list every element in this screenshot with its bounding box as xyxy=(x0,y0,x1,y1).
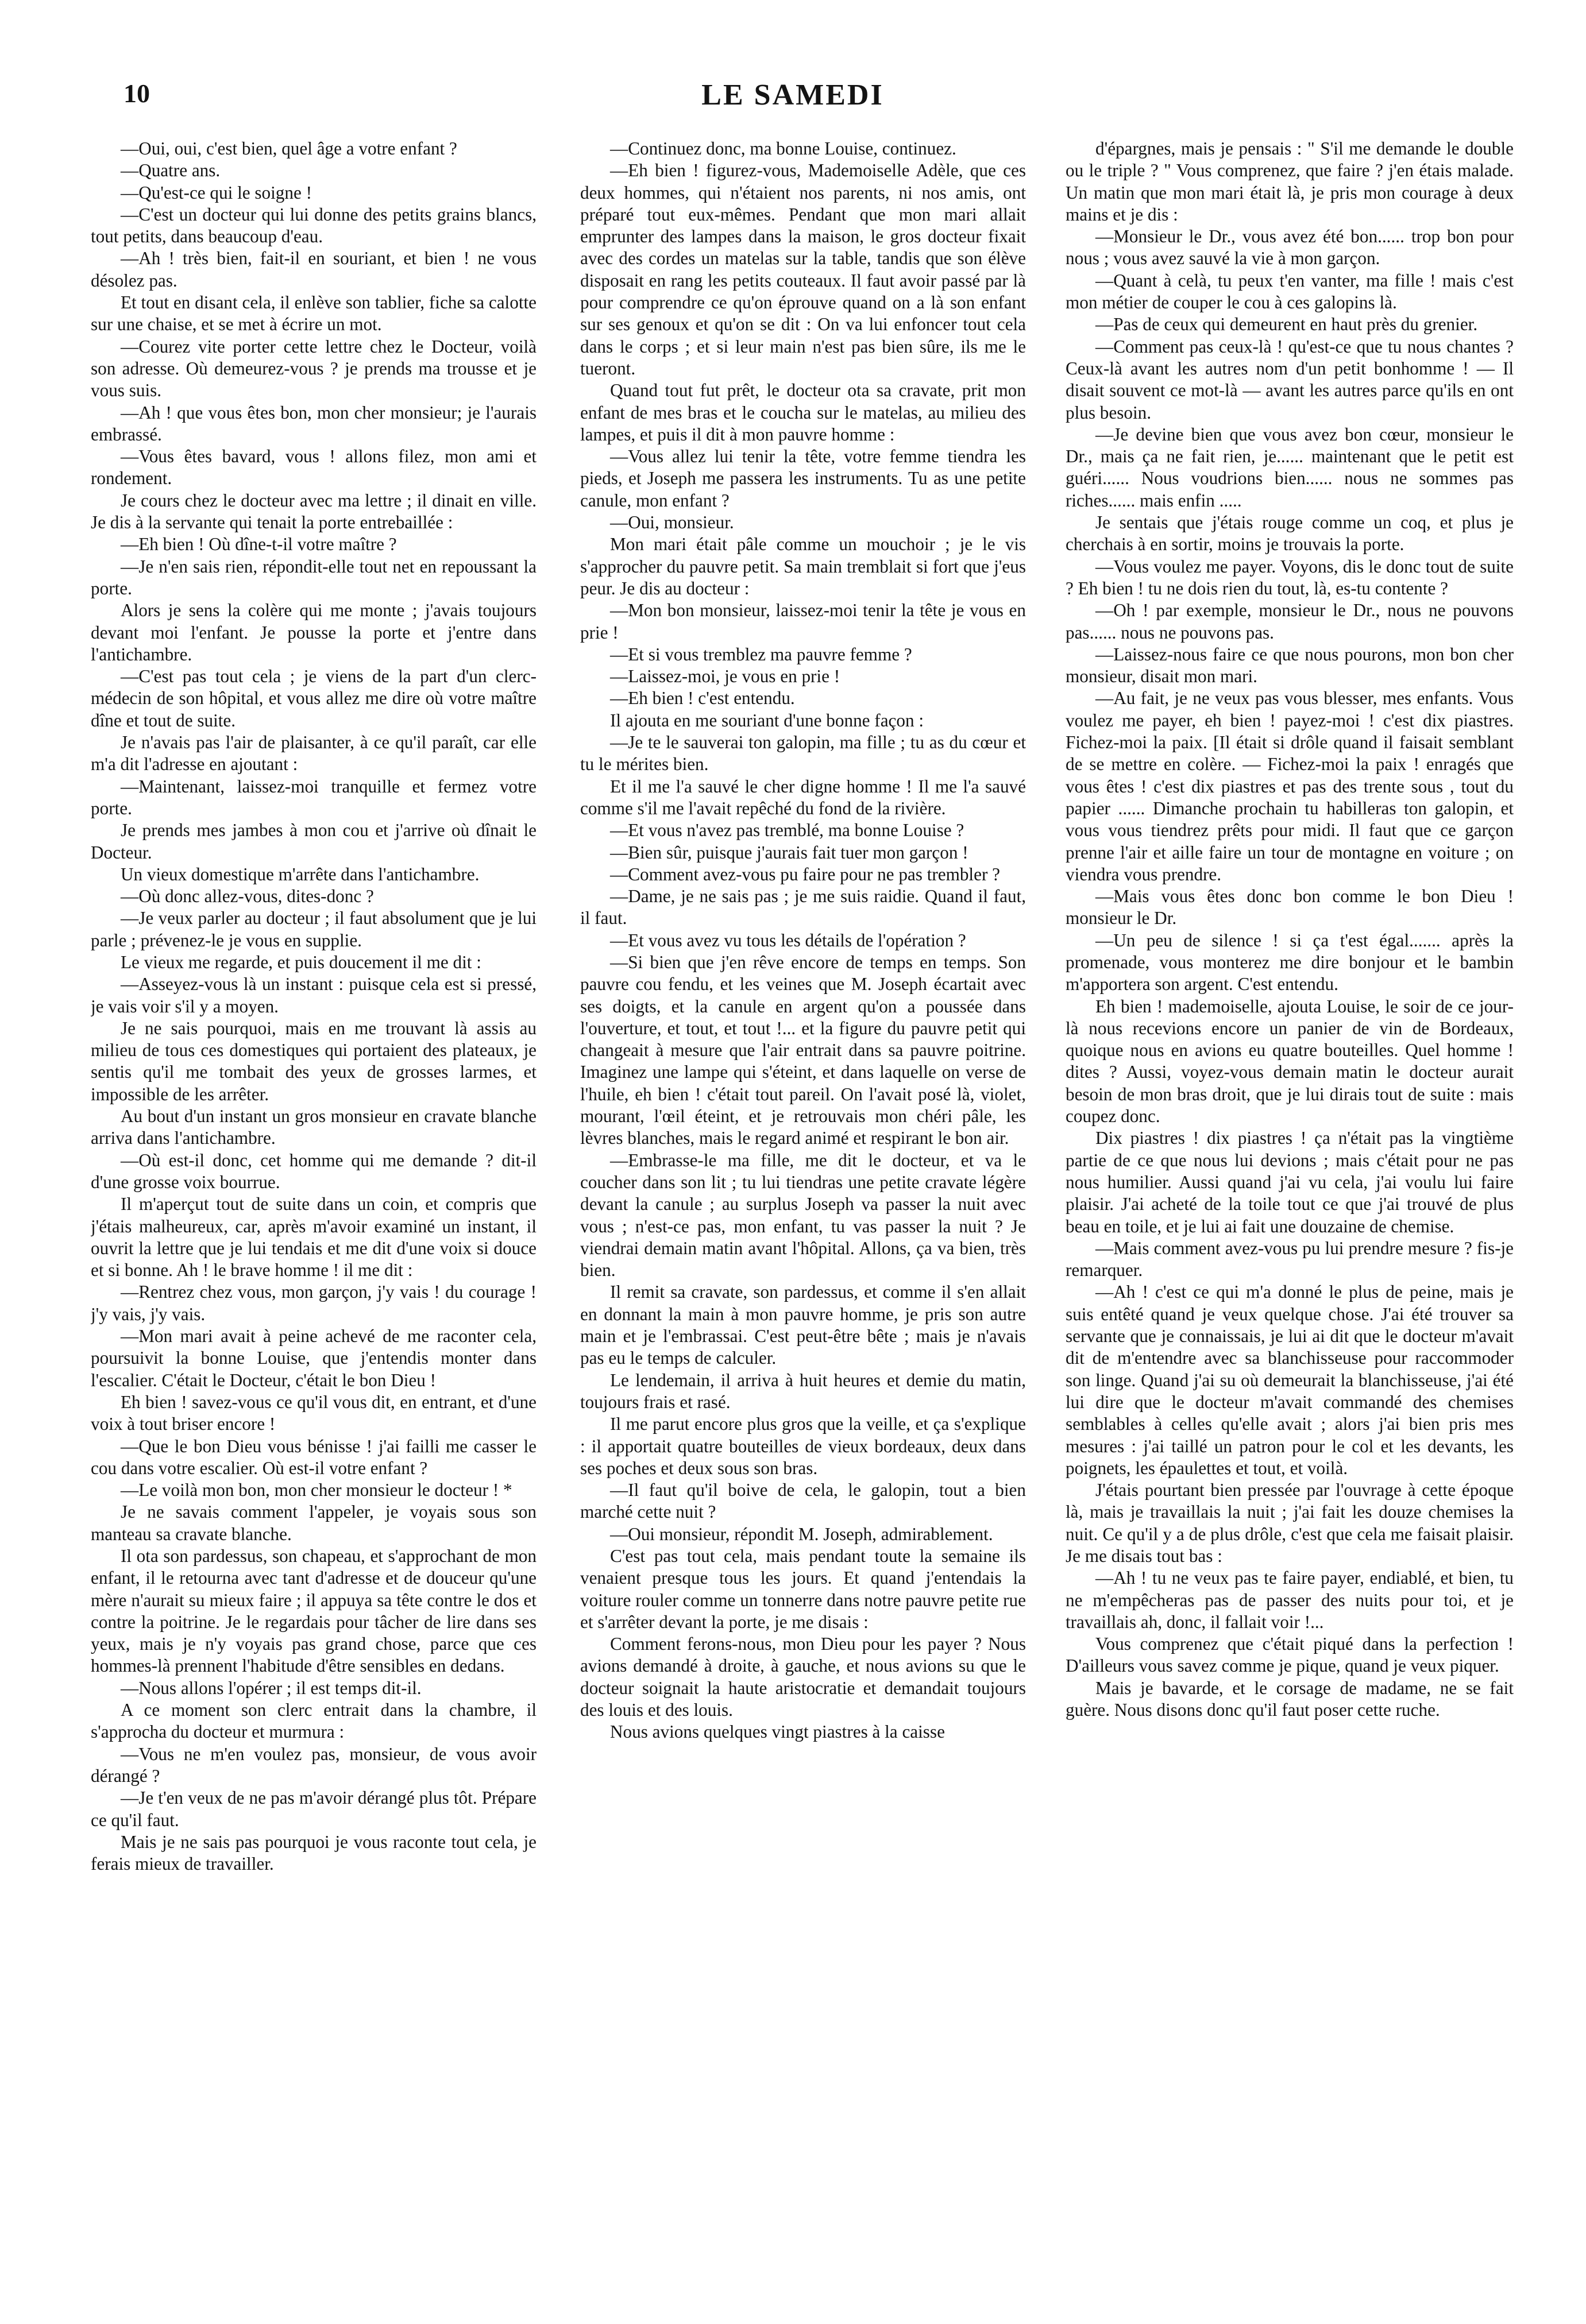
paragraph: Eh bien ! savez-vous ce qu'il vous dit, en entrant, et d'une voix à tout briser encore ! xyxy=(91,1391,537,1434)
journal-title: LE SAMEDI xyxy=(701,79,884,111)
paragraph: —Oui, monsieur. xyxy=(610,512,734,533)
paragraph: —Et vous n'avez pas tremblé, ma bonne Louise ? xyxy=(610,820,964,841)
paragraph: J'étais pourtant bien pressée par l'ouvrage à cette époque là, mais je travaillais la nuit ; j'ai fait les douze chemises la nuit. Ce qu'il y a de plus drôle, c'est que cela me faisait plaisir. Je me disais tout bas : xyxy=(1066,1480,1514,1566)
paragraph: —Où donc allez-vous, dites-donc ? xyxy=(121,886,374,907)
paragraph: —Oh ! par exemple, monsieur le Dr., nous ne pouvons pas...... nous ne pouvons pas. xyxy=(1066,600,1514,643)
paragraph: —Il faut qu'il boive de cela, le galopin, tout a bien marché cette nuit ? xyxy=(580,1480,1026,1522)
paragraph: —Que le bon Dieu vous bénisse ! j'ai failli me casser le cou dans votre escalier. Où est-il votre enfant ? xyxy=(91,1436,537,1478)
paragraph: Il remit sa cravate, son pardessus, et comme il s'en allait en donnant la main à mon pauvre homme, je pris son autre main et je l'embrassai. C'est peut-être bête ; mais je n'avais pas eu le temps de calculer. xyxy=(580,1282,1026,1368)
paragraph: Le lendemain, il arriva à huit heures et demie du matin, toujours frais et rasé. xyxy=(580,1370,1026,1412)
paragraph: —Pas de ceux qui demeurent en haut près du grenier. xyxy=(1095,314,1478,335)
paragraph: —Nous allons l'opérer ; il est temps dit-il. xyxy=(121,1677,422,1698)
paragraph: —C'est un docteur qui lui donne des petits grains blancs, tout petits, dans beaucoup d'eau. xyxy=(91,204,537,247)
paragraph: Dix piastres ! dix piastres ! ça n'était pas la vingtième partie de ce que nous lui devions ; mais c'était pour ne pas nous humilier. Aussi quand j'ai vu cela, j'ai voulu lui faire plaisir. J'ai acheté de la toile tout ce que j'ai trouvé de plus beau en toile, et je lui ai fait une douzaine de chemise. xyxy=(1066,1128,1514,1236)
paragraph: —Et vous avez vu tous les détails de l'opération ? xyxy=(610,930,966,950)
paragraph: Je cours chez le docteur avec ma lettre ; il dinait en ville. Je dis à la servante qui tenait la porte entrebaillée : xyxy=(91,490,537,533)
paragraph: Nous avions quelques vingt piastres à la caisse xyxy=(610,1722,945,1742)
paragraph: —Laissez-nous faire ce que nous pourons, mon bon cher monsieur, disait mon mari. xyxy=(1066,644,1514,687)
paragraph: —Ah ! que vous êtes bon, mon cher monsieur; je l'aurais embrassé. xyxy=(91,402,537,444)
paragraph: Je ne savais comment l'appeler, je voyais sous son manteau sa cravate blanche. xyxy=(91,1502,537,1544)
paragraph: Alors je sens la colère qui me monte ; j'avais toujours devant moi l'enfant. Je pousse la porte et j'entre dans l'antichambre. xyxy=(91,600,537,664)
paragraph: Je n'avais pas l'air de plaisanter, à ce qu'il paraît, car elle m'a dit l'adresse en ajoutant : xyxy=(91,732,537,775)
paragraph: Eh bien ! mademoiselle, ajouta Louise, le soir de ce jour-là nous recevions encore un panier de vin de Bordeaux, quoique nous en avions eu quatre bouteilles. Quel homme ! dites ? Aussi, voyez-vous demain matin le docteur aurait besoin de mon bras droit, que je lui dirais tout de suite : mais coupez donc. xyxy=(1066,996,1514,1127)
paragraph: —Vous ne m'en voulez pas, monsieur, de vous avoir dérangé ? xyxy=(91,1743,537,1786)
paragraph: —Embrasse-le ma fille, me dit le docteur, et va le coucher dans son lit ; tu lui tiendras une petite cravate légère devant la canule ; au surplus Joseph va passer la nuit avec vous ; n'est-ce pas, mon enfant, tu vas passer la nuit ? Je viendrai demain matin avant l'hôpital. Allons, ça va bien, très bien. xyxy=(580,1150,1026,1281)
paragraph: Et il me l'a sauvé le cher digne homme ! Il me l'a sauvé comme s'il me l'avait repêché du fond de la rivière. xyxy=(580,776,1026,818)
paragraph: —Mais vous êtes donc bon comme le bon Dieu ! monsieur le Dr. xyxy=(1066,886,1514,929)
paragraph: —Oui, oui, c'est bien, quel âge a votre enfant ? xyxy=(121,138,457,158)
paragraph: Le vieux me regarde, et puis doucement il me dit : xyxy=(121,952,481,972)
paragraph: Au bout d'un instant un gros monsieur en cravate blanche arriva dans l'antichambre. xyxy=(91,1106,537,1149)
paragraph: —Et si vous tremblez ma pauvre femme ? xyxy=(610,644,912,664)
paragraph: Je ne sais pourquoi, mais en me trouvant là assis au milieu de tous ces domestiques qui portaient des plateaux, je sentis qu'il me tombait des yeux de grosses larmes, et impossible de les arrêter. xyxy=(91,1018,537,1104)
paragraph: —Comment pas ceux-là ! qu'est-ce que tu nous chantes ? Ceux-là avant les autres nom d'un petit bonhomme ! — Il disait souvent ce mot-là — avant les autres parce qu'ils en ont plus besoin. xyxy=(1066,336,1514,423)
paragraph: —Qu'est-ce qui le soigne ! xyxy=(121,182,312,203)
paragraph: Mon mari était pâle comme un mouchoir ; je le vis s'approcher du pauvre petit. Sa main tremblait si fort que j'eus peur. Je dis au docteur : xyxy=(580,534,1026,598)
paragraph: —Rentrez chez vous, mon garçon, j'y vais ! du courage ! j'y vais, j'y vais. xyxy=(91,1282,537,1324)
paragraph: —Laissez-moi, je vous en prie ! xyxy=(610,666,840,687)
paragraph: Il ota son pardessus, son chapeau, et s'approchant de mon enfant, il le retourna avec tant d'adresse et de douceur qu'une mère n'aurait su mieux faire ; il appuya sa tête contre le dos et contre la poitrine. Je le regardais pour tâcher de lire dans ses yeux, mais je n'y voyais pas grand chose, parce que ces hommes-là prennent l'habitude d'être sensibles en dedans. xyxy=(91,1546,537,1676)
text-column-3 xyxy=(1066,138,1514,2274)
paragraph: Il ajouta en me souriant d'une bonne façon : xyxy=(610,710,924,730)
paragraph: C'est pas tout cela, mais pendant toute la semaine ils venaient presque tous les jours. Et quand j'entendais la voiture rouler comme un tonnerre dans notre pauvre petite rue et s'arrêter devant la porte, je me disais : xyxy=(580,1546,1026,1632)
paragraph: —Vous allez lui tenir la tête, votre femme tiendra les pieds, et Joseph me passera les instruments. Tu as une petite canule, mon enfant ? xyxy=(580,446,1026,511)
paragraph: —Vous êtes bavard, vous ! allons filez, mon ami et rondement. xyxy=(91,446,537,489)
page-number: 10 xyxy=(124,79,150,108)
paragraph: Mais je ne sais pas pourquoi je vous raconte tout cela, je ferais mieux de travailler. xyxy=(91,1831,537,1874)
paragraph: Un vieux domestique m'arrête dans l'antichambre. xyxy=(121,864,480,884)
paragraph: Comment ferons-nous, mon Dieu pour les payer ? Nous avions demandé à droite, à gauche, et nous avions su que le docteur soignait la haute aristocratie et demandait toujours des louis et des louis. xyxy=(580,1634,1026,1720)
paragraph: Je prends mes jambes à mon cou et j'arrive où dînait le Docteur. xyxy=(91,820,537,863)
paragraph: —Vous voulez me payer. Voyons, dis le donc tout de suite ? Eh bien ! tu ne dois rien du tout, là, es-tu contente ? xyxy=(1066,556,1514,598)
paragraph: d'épargnes, mais je pensais : " S'il me demande le double ou le triple ? " Vous comprenez, que faire ? j'en étais malade. Un matin que mon mari était là, je pris mon courage à deux mains et je dis : xyxy=(1066,138,1514,225)
paragraph: Je sentais que j'étais rouge comme un coq, et plus je cherchais à en sortir, moins je trouvais la porte. xyxy=(1066,512,1514,555)
paragraph: —Eh bien ! figurez-vous, Mademoiselle Adèle, que ces deux hommes, qui n'étaient nos parents, ni nos amis, ont préparé tout eux-mêmes. Pendant que mon mari allait emprunter des lampes dans la maison, le gros docteur fixait avec des cordes un matelas sur la table, tandis que son élève disposait en rang les petits couteaux. Il faut avoir passé par là pour comprendre ce qu'on éprouve quand on a là son enfant sur ses genoux et qu'on se dit : On va lui enfoncer tout cela dans le corps ; et si leur main n'est pas bien sûre, ils me le tueront. xyxy=(580,160,1026,378)
paragraph: —Oui monsieur, répondit M. Joseph, admirablement. xyxy=(610,1523,993,1544)
paragraph: —Asseyez-vous là un instant : puisque cela est si pressé, je vais voir s'il y a moyen. xyxy=(91,974,537,1016)
paragraph: —Quatre ans. xyxy=(121,160,221,181)
paragraph: —Je t'en veux de ne pas m'avoir dérangé plus tôt. Prépare ce qu'il faut. xyxy=(91,1788,537,1830)
paragraph: —C'est pas tout cela ; je viens de la part d'un clerc-médecin de son hôpital, et vous allez me dire où votre maître dîne et tout de suite. xyxy=(91,666,537,730)
page-header xyxy=(124,78,1462,118)
paragraph: —Mon bon monsieur, laissez-moi tenir la tête je vous en prie ! xyxy=(580,600,1026,643)
paragraph: —Un peu de silence ! si ça t'est égal....... après la promenade, vous monterez me dire bonjour et le bambin m'apportera son argent. C'est entendu. xyxy=(1066,930,1514,995)
paragraph: —Je n'en sais rien, répondit-elle tout net en repoussant la porte. xyxy=(91,556,537,598)
paragraph: —Si bien que j'en rêve encore de temps en temps. Son pauvre cou fendu, et les veines que M. Joseph écartait avec ses doigts, et la canule en argent qu'on a poussée dans l'ouverture, et tout, et tout !... et la figure du pauvre petit qui changeait à mesure que l'air entrait dans sa pauvre poitrine. Imaginez une lampe qui s'éteint, et dans laquelle on verse de l'huile, eh bien ! c'était tout pareil. On l'avait posé là, violet, mourant, l'œil éteint, et je retrouvais mon chéri pâle, les lèvres blanches, mais le regard animé et respirant le bon air. xyxy=(580,952,1026,1149)
paragraph: Il me parut encore plus gros que la veille, et ça s'explique : il apportait quatre bouteilles de vieux bordeaux, deux dans ses poches et deux sous son bras. xyxy=(580,1414,1026,1478)
paragraph: —Quant à celà, tu peux t'en vanter, ma fille ! mais c'est mon métier de couper le cou à ces galopins là. xyxy=(1066,270,1514,313)
paragraph: A ce moment son clerc entrait dans la chambre, il s'approcha du docteur et murmura : xyxy=(91,1700,537,1742)
paragraph: —Mon mari avait à peine achevé de me raconter cela, poursuivit la bonne Louise, que j'entendis monter dans l'escalier. C'était le Docteur, c'était le bon Dieu ! xyxy=(91,1326,537,1390)
paragraph: —Où est-il donc, cet homme qui me demande ? dit-il d'une grosse voix bourrue. xyxy=(91,1150,537,1192)
paragraph: —Eh bien ! c'est entendu. xyxy=(610,688,795,709)
paragraph: Mais je bavarde, et le corsage de madame, ne se fait guère. Nous disons donc qu'il faut poser cette ruche. xyxy=(1066,1677,1514,1720)
paragraph: Il m'aperçut tout de suite dans un coin, et compris que j'étais malheureux, car, après m'avoir examiné un instant, il ouvrit la lettre que je lui tendais et me dit d'une voix si douce et si bonne. Ah ! le brave homme ! il me dit : xyxy=(91,1194,537,1281)
text-column-2 xyxy=(580,138,1026,2274)
paragraph: —Bien sûr, puisque j'aurais fait tuer mon garçon ! xyxy=(610,842,968,863)
paragraph: —Maintenant, laissez-moi tranquille et fermez votre porte. xyxy=(91,776,537,818)
paragraph: —Ah ! tu ne veux pas te faire payer, endiablé, et bien, tu ne m'empêcheras pas de passer des nuits pour toi, et je travaillais ah, donc, il fallait voir !... xyxy=(1066,1568,1514,1632)
paragraph: —Comment avez-vous pu faire pour ne pas trembler ? xyxy=(610,864,1000,884)
paragraph: —Continuez donc, ma bonne Louise, continuez. xyxy=(610,138,956,158)
paragraph: —Eh bien ! Où dîne-t-il votre maître ? xyxy=(121,534,397,555)
paragraph: Vous comprenez que c'était piqué dans la perfection ! D'ailleurs vous savez comme je pique, quand je veux piquer. xyxy=(1066,1634,1514,1676)
paragraph: —Mais comment avez-vous pu lui prendre mesure ? fis-je remarquer. xyxy=(1066,1238,1514,1281)
paragraph: —Je veux parler au docteur ; il faut absolument que je lui parle ; prévenez-le je vous en supplie. xyxy=(91,908,537,950)
paragraph: —Le voilà mon bon, mon cher monsieur le docteur ! * xyxy=(121,1480,512,1501)
paragraph: —Ah ! c'est ce qui m'a donné le plus de peine, mais je suis entêté quand je veux quelque chose. J'ai été trouver sa servante que je connaissais, je lui ai dit que le docteur m'avait dit de m'entendre avec sa blanchisseuse pour raccommoder son linge. Quand j'ai su où demeurait la blanchisseuse, j'ai été lui dire que le docteur m'avait commandé des chemises semblables à celles qu'elle avait ; alors j'ai bien pris mes mesures : j'ai taillé un patron pour le col et les devants, les poignets, les épaulettes et tout, et voilà. xyxy=(1066,1282,1514,1478)
paragraph: —Dame, je ne sais pas ; je me suis raidie. Quand il faut, il faut. xyxy=(580,886,1026,929)
paragraph: —Au fait, je ne veux pas vous blesser, mes enfants. Vous voulez me payer, eh bien ! payez-moi ! c'est dix piastres. Fichez-moi la paix. [Il était si drôle quand il faisait semblant de se mettre en colère. — Fichez-moi la paix ! enragés que vous êtes ! c'est dix piastres et pas des trente sous , tout du papier ...... Dimanche prochain tu habilleras ton galopin, et vous vous tiendrez prêts pour midi. Il faut que ce garçon prenne l'air et aille faire un tour de montagne en voiture ; on viendra vous prendre. xyxy=(1066,688,1514,884)
paragraph: Et tout en disant cela, il enlève son tablier, fiche sa calotte sur une chaise, et se met à écrire un mot. xyxy=(91,292,537,335)
paragraph: —Courez vite porter cette lettre chez le Docteur, voilà son adresse. Où demeurez-vous ? je prends ma trousse et je vous suis. xyxy=(91,336,537,401)
text-column-1 xyxy=(91,138,537,2274)
paragraph: —Ah ! très bien, fait-il en souriant, et bien ! ne vous désolez pas. xyxy=(91,248,537,291)
paragraph: —Je devine bien que vous avez bon cœur, monsieur le Dr., mais ça ne fait rien, je...... maintenant que le petit est guéri...... Nous voudrions bien...... nous ne sommes pas riches...... mais enfin ..... xyxy=(1066,424,1514,511)
paragraph: Quand tout fut prêt, le docteur ota sa cravate, prit mon enfant de mes bras et le coucha sur le matelas, au milieu des lampes, et puis il dit à mon pauvre homme : xyxy=(580,380,1026,444)
paragraph: —Je te le sauverai ton galopin, ma fille ; tu as du cœur et tu le mérites bien. xyxy=(580,732,1026,775)
paragraph: —Monsieur le Dr., vous avez été bon...... trop bon pour nous ; vous avez sauvé la vie à mon garçon. xyxy=(1066,226,1514,269)
